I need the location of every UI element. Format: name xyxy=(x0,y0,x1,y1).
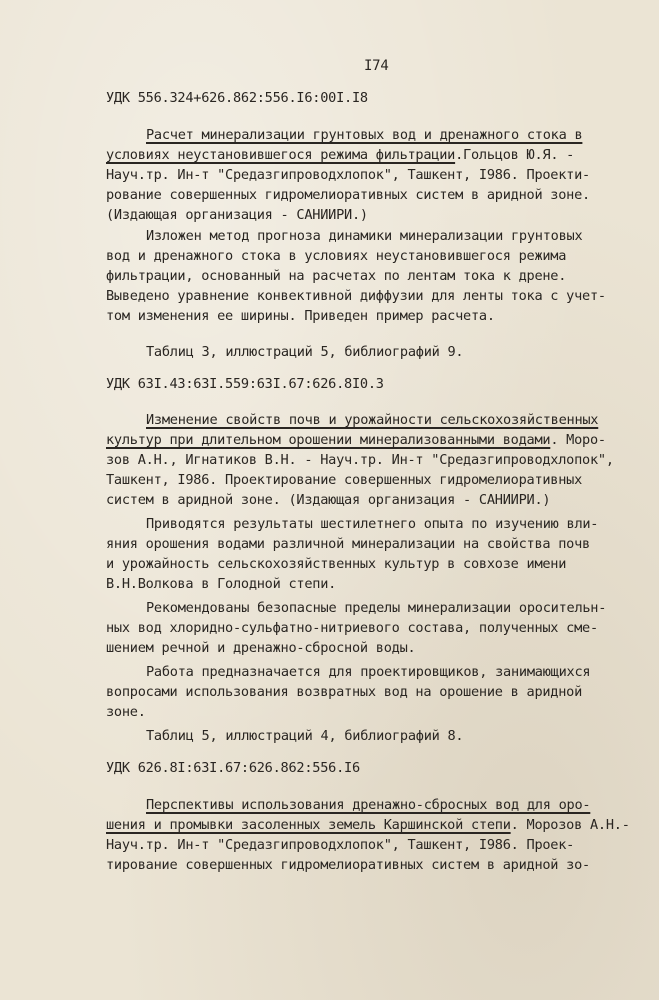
page-number: I74 xyxy=(364,58,389,74)
entry-3-biblio-line-1: Науч.тр. Ин-т "Средазгипроводхлопок", Ташкент, I986. Проек- xyxy=(106,837,575,853)
entry-2-abstract-line-6: ных вод хлоридно-сульфатно-нитриевого состава, полученных сме- xyxy=(106,620,598,636)
entry-2-abstract-line-5: Рекомендованы безопасные пределы минерализации оросительн- xyxy=(146,600,607,616)
entry-1-abstract-line-4: Выведено уравнение конвективной диффузии для ленты тока с учет- xyxy=(106,288,606,304)
entry-1-authors: .Гольцов Ю.Я. - xyxy=(455,147,575,163)
entry-2-title-line-1 xyxy=(146,412,598,428)
entry-2-abstract-line-9: вопросами использования возвратных вод на орошение в аридной xyxy=(106,684,583,700)
entry-3-title-part-2: шения и промывки засоленных земель Каршинской степи xyxy=(106,817,511,833)
udc-code-1: УДК 556.324+626.862:556.I6:00I.I8 xyxy=(106,90,368,106)
entry-2-biblio-line-3: систем в аридной зоне. (Издающая организация - САНИИРИ.) xyxy=(106,492,551,508)
entry-2-title-part-2: культур при длительном орошении минерализованными водами xyxy=(106,432,551,448)
entry-2-abstract-line-7: шением речной и дренажно-сбросной воды. xyxy=(106,640,416,656)
entry-3-title-line-1 xyxy=(146,797,590,813)
entry-1-stats: Таблиц 3, иллюстраций 5, библиографий 9. xyxy=(146,344,464,360)
entry-2-abstract-line-8: Работа предназначается для проектировщиков, занимающихся xyxy=(146,664,591,680)
entry-1-biblio-line-2: рование совершенных гидромелиоративных систем в аридной зоне. xyxy=(106,187,590,203)
entry-2-abstract-line-10: зоне. xyxy=(106,704,146,720)
entry-2-abstract-line-3: и урожайность сельскохозяйственных культур в совхозе имени xyxy=(106,556,567,572)
entry-3-title-line-2 xyxy=(106,817,630,833)
entry-1-abstract-line-3: фильтрации, основанный на расчетах по лентам тока к дрене. xyxy=(106,268,567,284)
entry-1-title-part-1: Расчет минерализации грунтовых вод и дренажного стока в xyxy=(146,127,583,143)
entry-2-title-line-2 xyxy=(106,432,606,448)
entry-3-title-part-1: Перспективы использования дренажно-сбросных вод для оро- xyxy=(146,797,591,813)
entry-1-biblio-line-3: (Издающая организация - САНИИРИ.) xyxy=(106,207,368,223)
entry-2-title-part-1: Изменение свойств почв и урожайности сельскохозяйственных xyxy=(146,412,599,428)
entry-1-abstract-line-1: Изложен метод прогноза динамики минерализации грунтовых xyxy=(146,228,583,244)
entry-2-abstract-line-1: Приводятся результаты шестилетнего опыта по изучению вли- xyxy=(146,516,599,532)
entry-2-stats: Таблиц 5, иллюстраций 4, библиографий 8. xyxy=(146,728,464,744)
udc-code-2: УДК 63I.43:63I.559:63I.67:626.8I0.3 xyxy=(106,376,384,392)
entry-2-biblio-line-2: Ташкент, I986. Проектирование совершенных гидромелиоративных xyxy=(106,472,583,488)
entry-2-biblio-line-1: зов А.Н., Игнатиков В.Н. - Науч.тр. Ин-т "Средазгипроводхлопок", xyxy=(106,452,614,468)
entry-1-title-part-2: условиях неустановившегося режима фильтрации xyxy=(106,147,456,163)
entry-2-abstract-line-4: В.Н.Волкова в Голодной степи. xyxy=(106,576,337,592)
entry-3-biblio-line-2: тирование совершенных гидромелиоративных систем в аридной зо- xyxy=(106,857,590,873)
entry-1-title-line-2 xyxy=(106,147,574,163)
entry-2-abstract-line-2: яния орошения водами различной минерализации на свойства почв xyxy=(106,536,590,552)
entry-1-abstract-line-5: том изменения ее ширины. Приведен пример расчета. xyxy=(106,308,495,324)
entry-1-abstract-line-2: вод и дренажного стока в условиях неустановившегося режима xyxy=(106,248,567,264)
udc-code-3: УДК 626.8I:63I.67:626.862:556.I6 xyxy=(106,760,360,776)
entry-2-authors: . Моро- xyxy=(550,432,606,448)
entry-3-authors: . Морозов А.Н.- xyxy=(510,817,630,833)
entry-1-biblio-line-1: Науч.тр. Ин-т "Средазгипроводхлопок", Ташкент, I986. Проекти- xyxy=(106,167,590,183)
entry-1-title-line-1 xyxy=(146,127,582,143)
